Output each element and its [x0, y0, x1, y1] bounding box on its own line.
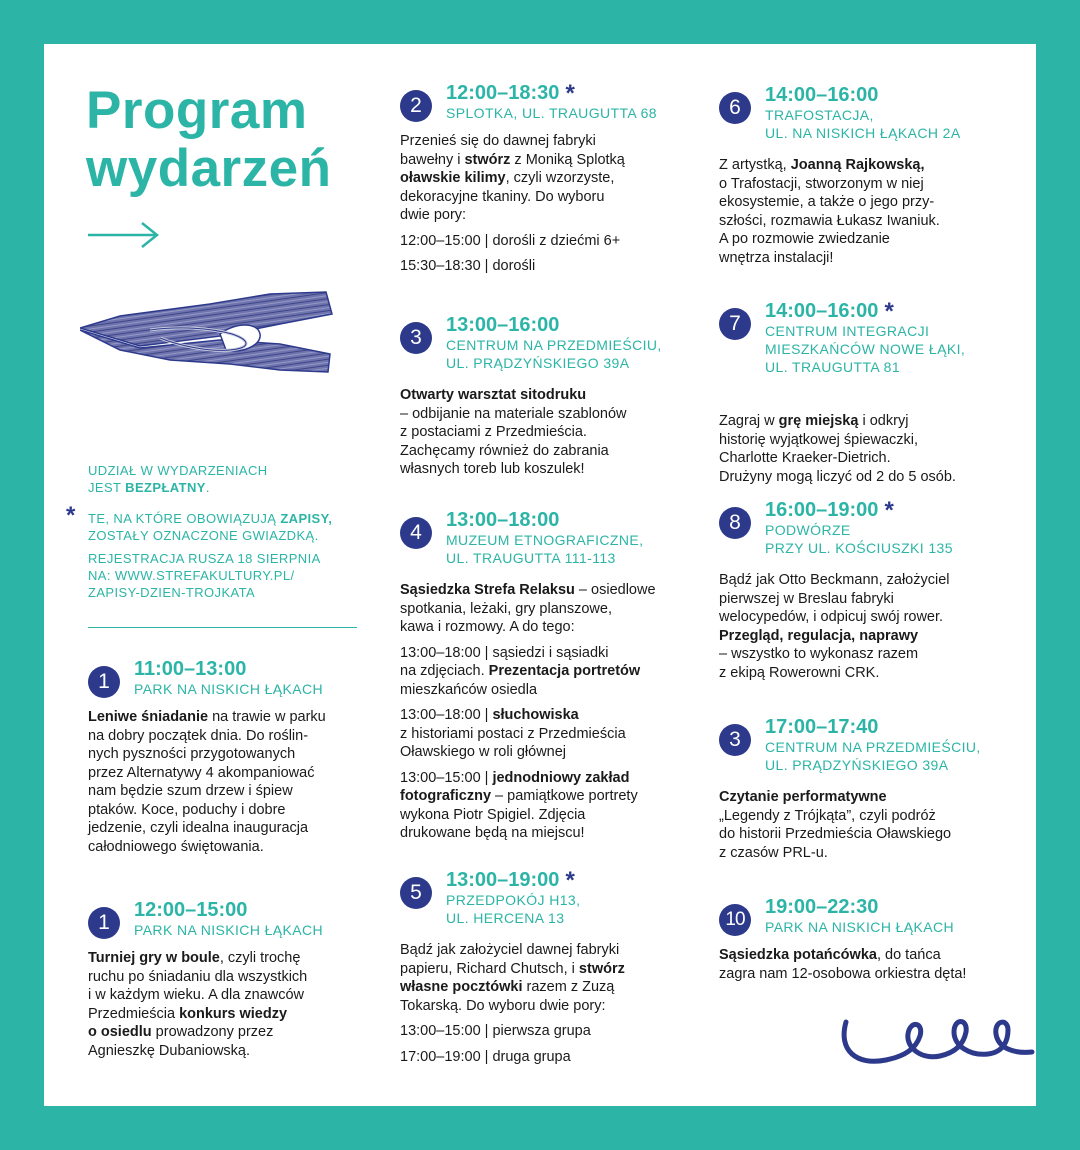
text: mieszkańców osiedla: [400, 681, 538, 698]
description-line: [400, 169, 670, 188]
text: jedzenie, czyli idealna inauguracja: [88, 820, 309, 836]
description-line: [400, 600, 670, 619]
description-line: [400, 618, 670, 637]
description-line: [400, 132, 670, 151]
event-time: [446, 314, 559, 336]
description-line: [400, 706, 670, 725]
bold-text: oławskie kilimy: [400, 170, 506, 186]
bold-text: grę miejską: [778, 413, 859, 429]
event-location-line: UL. TRAUGUTTA 81: [765, 359, 901, 375]
event-number-badge: 7: [719, 308, 751, 340]
text: wnętrza instalacji!: [719, 249, 834, 266]
text: dwie pory:: [400, 207, 467, 223]
description-line: [88, 986, 358, 1005]
event-card: [88, 658, 358, 856]
event-card: [88, 899, 358, 1060]
event-time: [765, 84, 878, 106]
event-header: [400, 869, 670, 941]
description-line: [400, 725, 670, 744]
event-card: [719, 896, 989, 983]
text: 13:00–15:00 |: [400, 769, 493, 786]
text: – osiedlowe: [574, 582, 656, 598]
description-line: [400, 769, 670, 788]
event-location: [446, 336, 662, 372]
event-header: [400, 82, 670, 132]
event-time: [134, 658, 246, 680]
event-location-line: PODWÓRZE: [765, 522, 851, 538]
description-line: [400, 405, 670, 424]
bold-text: Turniej gry w boule: [88, 950, 220, 966]
description-line: [719, 468, 989, 487]
asterisk-icon: *: [884, 497, 894, 524]
text: Charlotte Kraeker-Dietrich.: [719, 450, 891, 466]
text: z historiami postaci z Przedmieścia: [400, 725, 626, 742]
bold-text: o osiedlu: [88, 1024, 152, 1040]
bold-text: własne pocztówki: [400, 979, 523, 995]
bold-text: Prezentacja portretów: [488, 663, 641, 679]
event-number-badge: 2: [400, 90, 432, 122]
event-location: [134, 921, 323, 939]
text: i w każdym wieku. A dla znawców: [88, 987, 304, 1003]
text: papieru, Richard Chutsch, i: [400, 960, 579, 977]
description-line: [719, 788, 989, 807]
text: Bądź jak założyciel dawnej fabryki: [400, 942, 620, 958]
event-header: [719, 896, 989, 946]
text: z postaciami z Przedmieścia.: [400, 424, 587, 440]
event-location: [765, 106, 961, 142]
text: 13:00–18:00 |: [400, 707, 493, 723]
event-location-line: UL. PRĄDZYŃSKIEGO 39A: [765, 757, 949, 773]
event-time-text: 17:00–17:40: [765, 716, 879, 738]
text: z Moniką Splotką: [510, 151, 625, 168]
text: pierwszej w Breslau fabryki: [719, 590, 894, 607]
description-line: [400, 806, 670, 825]
event-time: [446, 509, 559, 531]
event-description: [400, 581, 670, 843]
event-description: [400, 941, 670, 1066]
description-line: [400, 206, 670, 225]
event-description: [88, 708, 358, 856]
description-line: [719, 965, 989, 984]
event-time-text: 12:00–15:00: [134, 899, 248, 921]
text: A po rozmowie zwiedzanie: [719, 231, 890, 247]
free-note-line-1: UDZIAŁ W WYDARZENIACH: [88, 463, 268, 478]
event-number-badge: 3: [719, 724, 751, 756]
event-header: [400, 509, 670, 581]
program-page: [44, 44, 1036, 1106]
event-time-text: 14:00–16:00: [765, 84, 879, 106]
event-location: [765, 322, 965, 376]
text: – wszystko to wykonasz razem: [719, 646, 919, 662]
text: przez Alternatywy 4 akompaniować: [88, 764, 315, 781]
asterisk-icon: *: [884, 298, 894, 325]
description-line: [88, 727, 358, 746]
text: Przenieś się do dawnej fabryki: [400, 133, 596, 149]
description-line: [719, 590, 989, 609]
description-line: [400, 681, 670, 700]
text: 15:30–18:30 | dorośli: [400, 258, 536, 274]
description-line: [719, 627, 989, 646]
description-line: [400, 386, 670, 405]
text: nych pyszności przygotowanych: [88, 746, 296, 762]
description-line: [88, 708, 358, 727]
bold-text: stwórz: [464, 151, 511, 168]
event-description: [400, 132, 670, 276]
text: kawa i rozmowy. A do tego:: [400, 619, 575, 635]
text: na zdjęciach.: [400, 663, 489, 679]
divider: [88, 627, 357, 628]
registration-url-1[interactable]: NA: WWW.STREFAKULTURY.PL/: [88, 568, 295, 583]
text: nam będzie szum drzew i śpiew: [88, 783, 293, 799]
event-location-line: UL. PRĄDZYŃSKIEGO 39A: [446, 355, 630, 371]
text: drukowane będą na miejscu!: [400, 825, 585, 841]
text: 17:00–19:00 | druga grupa: [400, 1048, 571, 1065]
description-line: [400, 581, 670, 600]
event-header: [719, 499, 989, 571]
event-number-badge: 3: [400, 322, 432, 354]
text: z ekipą Rowerowni CRK.: [719, 664, 880, 681]
description-line: [88, 1042, 358, 1061]
event-time-text: 19:00–22:30: [765, 896, 879, 918]
page-title: [86, 82, 332, 198]
description-line: [719, 156, 989, 175]
bold-text: Sąsiedzka Strefa Relaksu: [400, 582, 575, 598]
bold-text: jednodniowy zakład: [492, 769, 630, 786]
registration-url-2[interactable]: ZAPISY-DZIEN-TROJKATA: [88, 585, 256, 600]
event-time: [134, 899, 247, 921]
event-header: [400, 314, 670, 386]
text: do historii Przedmieścia Oławskiego: [719, 826, 952, 842]
title-line-1: Program: [86, 81, 308, 140]
event-number-badge: 10: [719, 904, 751, 936]
description-line: [400, 743, 670, 762]
free-note-dot: .: [205, 480, 210, 495]
event-card: [719, 84, 989, 267]
event-description: [400, 386, 670, 479]
bold-text: Joanną Rajkowską,: [790, 157, 925, 173]
event-time: [765, 300, 894, 323]
event-description: [719, 412, 989, 486]
event-location-line: MUZEUM ETNOGRAFICZNE,: [446, 532, 644, 548]
event-description: [719, 156, 989, 267]
text: Z artystką,: [719, 157, 791, 173]
description-line: [400, 960, 670, 979]
free-note-line-2: [88, 479, 268, 496]
event-location-line: UL. NA NISKICH ŁĄKACH 2A: [765, 125, 961, 141]
description-line: [719, 431, 989, 450]
description-line: [400, 232, 670, 251]
registration-note-line-1: [88, 510, 332, 527]
description-line: [719, 664, 989, 683]
text: Oławskiego w roli głównej: [400, 744, 567, 760]
title-line-2: wydarzeń: [86, 139, 332, 198]
event-card: [719, 716, 989, 862]
description-line: [400, 1022, 670, 1041]
event-location: [446, 891, 580, 927]
event-location-line: MIESZKAŃCÓW NOWE ŁĄKI,: [765, 341, 966, 357]
event-time: [446, 869, 575, 892]
bold-text: Czytanie performatywne: [719, 789, 887, 805]
text: Tokarską. Do wyboru dwie pory:: [400, 997, 606, 1014]
description-line: [400, 188, 670, 207]
event-card: [400, 869, 670, 1066]
text: welocypedów, i odpicuj swój rower.: [719, 609, 944, 625]
event-location-line: PARK NA NISKICH ŁĄKACH: [134, 922, 324, 938]
text: na dobry początek dnia. Do roślin-: [88, 727, 309, 744]
description-line: [400, 824, 670, 843]
text: własnych toreb lub koszulek!: [400, 461, 585, 477]
registration-link-note: [88, 550, 321, 601]
text: zagra nam 12-osobowa orkiestra dęta!: [719, 965, 967, 982]
event-time-text: 13:00–18:00: [446, 509, 560, 531]
description-line: [719, 449, 989, 468]
text: na trawie w parku: [208, 709, 326, 725]
description-line: [719, 807, 989, 826]
description-line: [400, 644, 670, 663]
event-location: [765, 738, 981, 774]
event-time: [765, 716, 878, 738]
event-card: [400, 509, 670, 843]
bold-text: Przegląd, regulacja, naprawy: [719, 627, 919, 644]
description-line: [719, 175, 989, 194]
event-location-line: UL. TRAUGUTTA 111-113: [446, 550, 616, 566]
event-time-text: 11:00–13:00: [134, 658, 247, 680]
event-location-line: CENTRUM NA PRZEDMIEŚCIU,: [765, 739, 981, 755]
text: razem z Zuzą: [522, 979, 615, 995]
description-line: [88, 1023, 358, 1042]
text: całodniowego świętowania.: [88, 838, 264, 855]
description-line: [719, 571, 989, 590]
text: Zagraj w: [719, 413, 779, 429]
event-location-line: PRZEDPOKÓJ H13,: [446, 892, 581, 908]
event-location-line: PRZY UL. KOŚCIUSZKI 135: [765, 540, 953, 556]
free-entry-note: [88, 462, 268, 496]
event-location: [765, 521, 953, 557]
description-line: [88, 968, 358, 987]
clothespin-illustration: [80, 284, 342, 384]
description-line: [719, 825, 989, 844]
event-time-text: 12:00–18:30: [446, 82, 560, 104]
description-line: [400, 787, 670, 806]
event-description: [719, 571, 989, 682]
text: szłości, rozmawia Łukasz Iwaniuk.: [719, 212, 940, 229]
text: Przedmieścia: [88, 1005, 180, 1022]
text: , czyli wzorzyste,: [505, 170, 615, 186]
bold-text: Otwarty warsztat sitodruku: [400, 387, 587, 403]
event-location-line: SPLOTKA, UL. TRAUGUTTA 68: [446, 105, 657, 121]
text: historię wyjątkowej śpiewaczki,: [719, 431, 919, 448]
text: , do tańca: [876, 947, 941, 963]
description-line: [400, 978, 670, 997]
event-time: [765, 499, 894, 522]
text: 12:00–15:00 | dorośli z dziećmi 6+: [400, 232, 621, 249]
description-line: [719, 608, 989, 627]
description-line: [719, 844, 989, 863]
event-location-line: UL. HERCENA 13: [446, 910, 565, 926]
text: ruchu po śniadaniu dla wszystkich: [88, 968, 308, 985]
text: prowadzony przez: [151, 1024, 274, 1040]
asterisk-icon: *: [565, 80, 575, 107]
description-line: [88, 745, 358, 764]
free-note-bold: BEZPŁATNY: [125, 480, 206, 495]
description-line: [719, 193, 989, 212]
event-number-badge: 6: [719, 92, 751, 124]
event-header: [88, 899, 358, 949]
event-time-text: 16:00–19:00: [765, 499, 879, 521]
text: o Trafostacji, stworzonym w niej: [719, 175, 924, 192]
description-line: [88, 1005, 358, 1024]
event-card: [400, 82, 670, 276]
description-line: [719, 946, 989, 965]
text: Zachęcamy również do zabrania: [400, 442, 609, 459]
description-line: [400, 442, 670, 461]
text: spotkania, leżaki, gry planszowe,: [400, 600, 612, 617]
text: Bądź jak Otto Beckmann, założyciel: [719, 572, 950, 588]
free-note-text: JEST: [88, 480, 126, 495]
event-header: [719, 300, 989, 412]
event-location-line: TRAFOSTACJA,: [765, 107, 874, 123]
description-line: [400, 997, 670, 1016]
description-line: [719, 230, 989, 249]
description-line: [88, 949, 358, 968]
event-number-badge: 1: [88, 907, 120, 939]
event-time-text: 13:00–19:00: [446, 869, 560, 891]
text: z czasów PRL-u.: [719, 844, 828, 861]
description-line: [719, 645, 989, 664]
event-card: [719, 499, 989, 682]
description-line: [88, 764, 358, 783]
event-card: [719, 300, 989, 486]
text: – odbijanie na materiale szablonów: [400, 405, 627, 422]
arrow-right-icon: [86, 220, 162, 250]
bold-text: fotograficzny: [400, 788, 492, 804]
text: dekoracyjne tkaniny. Do wyboru: [400, 188, 605, 205]
registration-text: TE, NA KTÓRE OBOWIĄZUJĄ: [88, 511, 281, 526]
text: i odkryj: [858, 413, 909, 429]
description-line: [88, 801, 358, 820]
registration-bold: ZAPISY,: [280, 511, 333, 526]
text: bawełny i: [400, 151, 465, 168]
bold-text: Leniwe śniadanie: [88, 709, 209, 725]
text: – pamiątkowe portrety: [491, 788, 638, 804]
event-number-badge: 4: [400, 517, 432, 549]
event-header: [719, 716, 989, 788]
event-card: [400, 314, 670, 479]
description-line: [400, 460, 670, 479]
event-location: [134, 680, 323, 698]
text: ekosystemie, a także o jego przy-: [719, 194, 935, 210]
event-description: [719, 946, 989, 983]
registration-note-line-2: ZOSTAŁY OZNACZONE GWIAZDKĄ.: [88, 528, 319, 543]
description-line: [400, 423, 670, 442]
event-time: [765, 896, 878, 918]
text: Drużyny mogą liczyć od 2 do 5 osób.: [719, 468, 956, 485]
event-header: [88, 658, 358, 708]
description-line: [719, 412, 989, 431]
text: wykona Piotr Spigiel. Zdjęcia: [400, 806, 586, 823]
text: „Legendy z Trójkąta”, czyli podróż: [719, 807, 936, 824]
event-number-badge: 5: [400, 877, 432, 909]
event-description: [88, 949, 358, 1060]
description-line: [400, 941, 670, 960]
event-header: [719, 84, 989, 156]
description-line: [400, 257, 670, 276]
text: Agnieszkę Dubaniowską.: [88, 1042, 251, 1059]
description-line: [400, 1048, 670, 1067]
bold-text: słuchowiska: [492, 707, 579, 723]
text: 13:00–15:00 | pierwsza grupa: [400, 1023, 591, 1039]
registration-note: [66, 502, 333, 544]
bold-text: Sąsiedzka potańcówka: [719, 947, 877, 963]
description-line: [88, 838, 358, 857]
bold-text: stwórz: [578, 960, 625, 977]
squiggle-decoration: [836, 1010, 1036, 1070]
bold-text: konkurs wiedzy: [179, 1005, 288, 1022]
asterisk-icon: *: [565, 867, 575, 894]
text: 13:00–18:00 | sąsiedzi i sąsiadki: [400, 644, 609, 661]
event-location-line: CENTRUM NA PRZEDMIEŚCIU,: [446, 337, 662, 353]
text: , czyli trochę: [219, 950, 301, 966]
event-description: [719, 788, 989, 862]
description-line: [400, 151, 670, 170]
event-number-badge: 8: [719, 507, 751, 539]
description-line: [88, 819, 358, 838]
description-line: [719, 249, 989, 268]
registration-date: REJESTRACJA RUSZA 18 SIERPNIA: [88, 551, 321, 566]
event-location-line: CENTRUM INTEGRACJI: [765, 323, 930, 339]
event-location: [446, 531, 643, 567]
event-location: [446, 104, 657, 122]
event-time-text: 13:00–16:00: [446, 314, 560, 336]
event-time-text: 14:00–16:00: [765, 300, 879, 322]
event-location-line: PARK NA NISKICH ŁĄKACH: [765, 919, 955, 935]
event-time: [446, 82, 575, 105]
description-line: [88, 782, 358, 801]
text: ptaków. Koce, poduchy i dobre: [88, 801, 286, 818]
asterisk-icon: *: [66, 502, 76, 529]
description-line: [400, 662, 670, 681]
event-location: [765, 918, 954, 936]
description-line: [719, 212, 989, 231]
event-location-line: PARK NA NISKICH ŁĄKACH: [134, 681, 324, 697]
event-number-badge: 1: [88, 666, 120, 698]
